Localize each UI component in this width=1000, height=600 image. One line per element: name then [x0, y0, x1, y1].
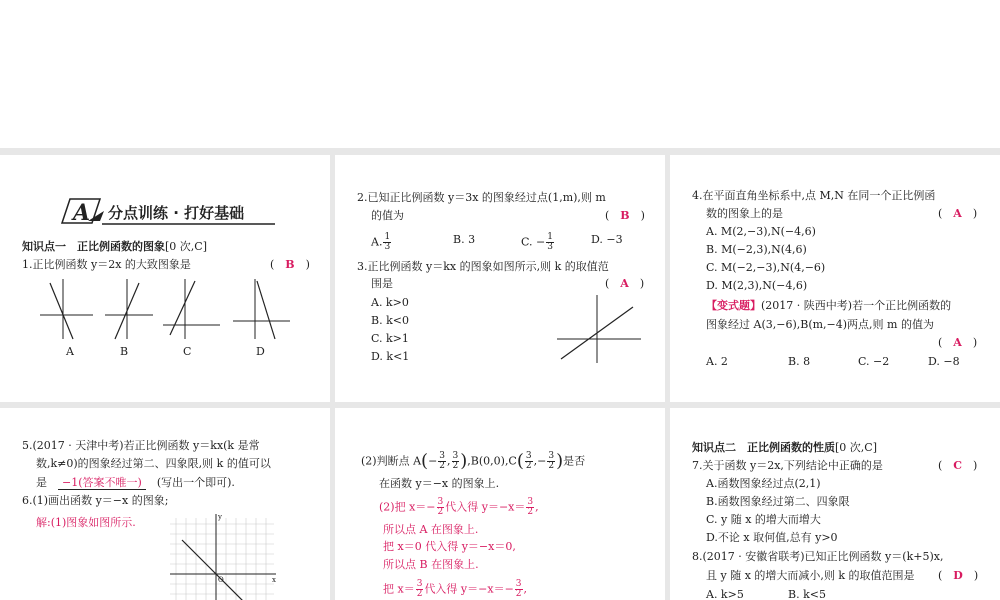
q4-text2: 数的图象上的是 [706, 207, 783, 220]
q2-text: 2.已知正比例函数 y＝3x 的图象经过点(1,m),则 m [357, 191, 606, 204]
variant-line1: 【变式题】(2017 · 陕西中考)若一个正比例函数的 [706, 299, 952, 312]
sol-line1: (2)把 x＝− $\frac{3}{2}$ 代入得 y＝−x＝ $\frac{3}{2}$ , [379, 497, 539, 517]
q2-option-b: B. 3 [453, 233, 476, 246]
q7-answer: ( C ) [938, 459, 978, 472]
q1-option-d: D [256, 345, 265, 358]
q3-option-c: C. k>1 [371, 332, 409, 345]
q6b-line1: (2)判断点 A(− $\frac{3}{2}$ , $\frac{3}{2}$ ),B(0,0),C( $\frac{3}{2}$ ,− $\frac{3}{2}$ )是否 [361, 450, 586, 472]
q2-answer: ( B ) [605, 209, 645, 222]
q3-graph [557, 293, 643, 365]
sol-line3: 把 x＝0 代入得 y＝−x＝0, [383, 540, 516, 553]
q6b-line2: 在函数 y＝−x 的图象上. [379, 477, 500, 490]
kp1-time: [0 次,C] [165, 240, 207, 253]
q1-option-c: C [183, 345, 192, 358]
q4-option-a: A. M(2,−3),N(−4,6) [706, 225, 816, 238]
sol-line2: 所以点 A 在图象上. [383, 523, 479, 536]
q7-option-b: B.函数图象经过第二、四象限 [706, 495, 850, 508]
q6-text: 6.(1)画出函数 y＝−x 的图象; [22, 494, 169, 507]
variant-answer: ( A ) [938, 336, 978, 349]
q5-text2: 数,k≠0)的图象经过第二、四象限,则 k 的值可以 [36, 457, 271, 470]
svg-text:x: x [272, 576, 276, 584]
q8-text: 8.(2017 · 安徽省联考)已知正比例函数 y＝(k+5)x, [692, 550, 944, 563]
q7-text: 7.关于函数 y＝2x,下列结论中正确的是 [692, 459, 883, 472]
variant-option-d: D. −8 [928, 355, 960, 368]
card-1 [0, 155, 330, 402]
kp1-heading [22, 240, 207, 254]
card-4 [0, 408, 330, 600]
card-3 [670, 155, 1000, 402]
q8-answer: ( D ) [938, 569, 979, 582]
card-2 [335, 155, 665, 402]
q1-answer: ( B ) [270, 258, 310, 271]
variant-option-a: A. 2 [706, 355, 728, 368]
q4-answer: ( A ) [938, 207, 978, 220]
q8-text2: 且 y 随 x 的增大而减小,则 k 的取值范围是 [706, 569, 915, 582]
q2-option-c: C. − $\frac{1}{3}$ [521, 232, 553, 252]
variant-option-c: C. −2 [858, 355, 890, 368]
q5-text: 5.(2017 · 天津中考)若正比例函数 y＝kx(k 是常 [22, 439, 260, 452]
q8-option-a: A. k>5 [706, 588, 744, 600]
q4-option-b: B. M(−2,3),N(4,6) [706, 243, 807, 256]
section-letter: A [73, 200, 91, 226]
svg-text:y: y [218, 513, 222, 521]
q1-graphs [35, 273, 305, 345]
q4-option-d: D. M(2,3),N(−4,6) [706, 279, 808, 292]
graph-c [163, 279, 220, 339]
graph-b [105, 279, 153, 339]
q1-text: 1.正比例函数 y＝2x 的大致图象是 [22, 258, 191, 271]
q5-line3: 是 −1(答案不唯一) (写出一个即可). [36, 476, 235, 489]
q7-option-d: D.不论 x 取何值,总有 y>0 [706, 531, 838, 544]
variant-tag: 【变式题】 [706, 299, 761, 312]
q3-option-b: B. k<0 [371, 314, 409, 327]
q3-answer: ( A ) [605, 277, 645, 290]
sol-line5: 把 x＝ $\frac{3}{2}$ 代入得 y＝−x＝− $\frac{3}{2}$ , [383, 579, 528, 599]
section-title: 分点训练 · 打好基础 [108, 204, 245, 222]
variant-option-b: B. 8 [788, 355, 811, 368]
card-6 [670, 408, 1000, 600]
svg-text:O: O [218, 576, 224, 584]
q6-graph [168, 510, 280, 600]
q2-option-d: D. −3 [591, 233, 623, 246]
card-5 [335, 408, 665, 600]
q3-text2: 围是 [371, 277, 393, 290]
graph-d [233, 279, 290, 339]
q1-option-a: A [66, 345, 74, 358]
variant-line2: 图象经过 A(3,−6),B(m,−4)两点,则 m 的值为 [706, 318, 934, 331]
q4-text: 4.在平面直角坐标系中,点 M,N 在同一个正比例函 [692, 189, 936, 202]
q5-answer: −1(答案不唯一) [58, 476, 146, 490]
section-banner [60, 197, 295, 227]
q4-option-c: C. M(−2,−3),N(4,−6) [706, 261, 826, 274]
kp2-heading: 知识点二 正比例函数的性质[0 次,C] [692, 441, 877, 454]
q3-option-d: D. k<1 [371, 350, 410, 363]
q3-option-a: A. k>0 [371, 296, 409, 309]
q2-option-a: A. $\frac{1}{3}$ [371, 232, 391, 252]
q7-option-c: C. y 随 x 的增大而增大 [706, 513, 821, 526]
kp1-title: 知识点一 正比例函数的图象 [22, 240, 165, 253]
q6-solution: 解:(1)图象如图所示. [36, 516, 136, 529]
q2-text2: 的值为 [371, 209, 404, 222]
sol-line4: 所以点 B 在图象上. [383, 558, 479, 571]
q7-option-a: A.函数图象经过点(2,1) [706, 477, 821, 490]
q8-option-b: B. k<5 [788, 588, 826, 600]
q3-text: 3.正比例函数 y＝kx 的图象如图所示,则 k 的取值范 [357, 260, 609, 273]
q1-option-b: B [120, 345, 129, 358]
graph-a [40, 279, 93, 339]
